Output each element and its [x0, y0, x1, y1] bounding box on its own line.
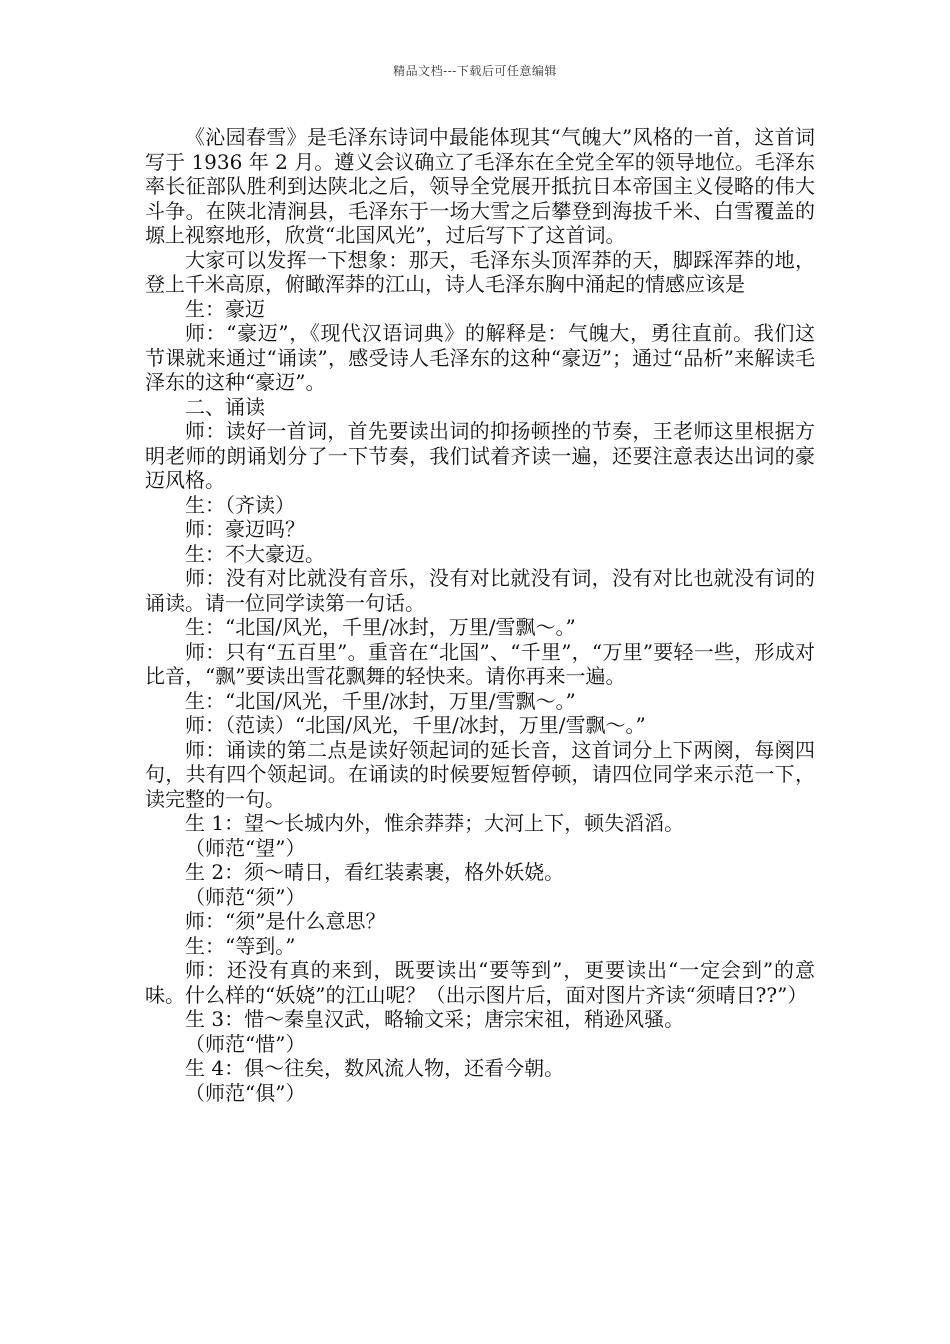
paragraph: 师：“豪迈”，《现代汉语词典》的解释是：气魄大，勇往直前。我们这节课就来通过“诵读”，感受诗人毛泽东的这种“豪迈”；通过“品析”来解读毛泽东的这种“豪迈”。 [145, 321, 815, 394]
paragraph: （师范“惜”） [185, 1031, 306, 1056]
paragraph: 大家可以发挥一下想象：那天，毛泽东头顶浑莽的天，脚踩浑莽的地，登上千米高原，俯瞰浑莽的江山，诗人毛泽东胸中涌起的情感应该是 [145, 247, 815, 296]
paragraph: 师：只有“五百里”。重音在“北国”、“千里”，“万里”要轻一些，形成对比音，“飘”要读出雪花飘舞的轻快来。请你再来一遍。 [145, 639, 815, 688]
paragraph: 生 1：望～长城内外，惟余莽莽；大河上下，顿失滔滔。 [185, 811, 685, 835]
paragraph: 生：（齐读） [185, 492, 295, 517]
paragraph: （师范“俱”） [185, 1080, 306, 1105]
paragraph: 师：“须”是什么意思？ [185, 909, 386, 933]
paragraph: 师：读好一首词，首先要读出词的抑扬顿挫的节奏，王老师这里根据方明老师的朗诵划分了一下节奏，我们试着齐读一遍，还要注意表达出词的豪迈风格。 [145, 419, 815, 492]
paragraph: （师范“须”） [185, 884, 306, 909]
paragraph: 生 2：须～晴日，看红装素裹，格外妖娆。 [185, 860, 565, 884]
paragraph: 生：“等到。” [185, 933, 296, 958]
paragraph: 师：没有对比就没有音乐，没有对比就没有词，没有对比也就没有词的诵读。请一位同学读第一句话。 [145, 566, 815, 615]
paragraph: 生 3：惜～秦皇汉武，略输文采；唐宗宋祖，稍逊风骚。 [185, 1007, 685, 1031]
paragraph: 生：“北国/风光，千里/冰封，万里/雪飘～。” [185, 615, 576, 639]
page-header: 精品文档---下载后可任意编辑 [393, 64, 557, 78]
paragraph: 生 4：俱～往矣，数风流人物，还看今朝。 [185, 1056, 565, 1080]
paragraph: 师：诵读的第二点是读好领起词的延长音，这首词分上下两阕，每阕四句，共有四个领起词。在诵读的时候要短暂停顿，请四位同学来示范一下，读完整的一句。 [145, 737, 815, 811]
paragraph: 师：豪迈吗？ [185, 517, 305, 541]
section-heading: 二、诵读 [185, 394, 265, 419]
paragraph: 《沁园春雪》是毛泽东诗词中最能体现其“气魄大”风格的一首，这首词写于 1936 年 2 月。遵义会议确立了毛泽东在全党全军的领导地位。毛泽东率长征部队胜利到达陕北之后，领导全党展开抵抗日本帝国主义侵略的伟大斗争。在陕北清涧县，毛泽东于一场大雪之后攀登到海拔千米、白雪覆盖的塬上视察地形，欣赏“北国风光”，过后写下了这首词。 [145, 125, 815, 247]
paragraph: （师范“望”） [185, 835, 306, 860]
paragraph: 生：“北国/风光，千里/冰封，万里/雪飘～。” [185, 688, 576, 713]
paragraph: 师：（范读）“北国/风光，千里/冰封，万里/雪飘～。” [185, 713, 646, 737]
paragraph: 生：豪迈 [185, 296, 265, 321]
paragraph: 生：不大豪迈。 [185, 541, 325, 566]
paragraph: 师：还没有真的来到，既要读出“要等到”，更要读出“一定会到”的意味。什么样的“妖娆”的江山呢？（出示图片后，面对图片齐读“须晴日??”） [145, 958, 815, 1007]
document-body [145, 125, 815, 1105]
